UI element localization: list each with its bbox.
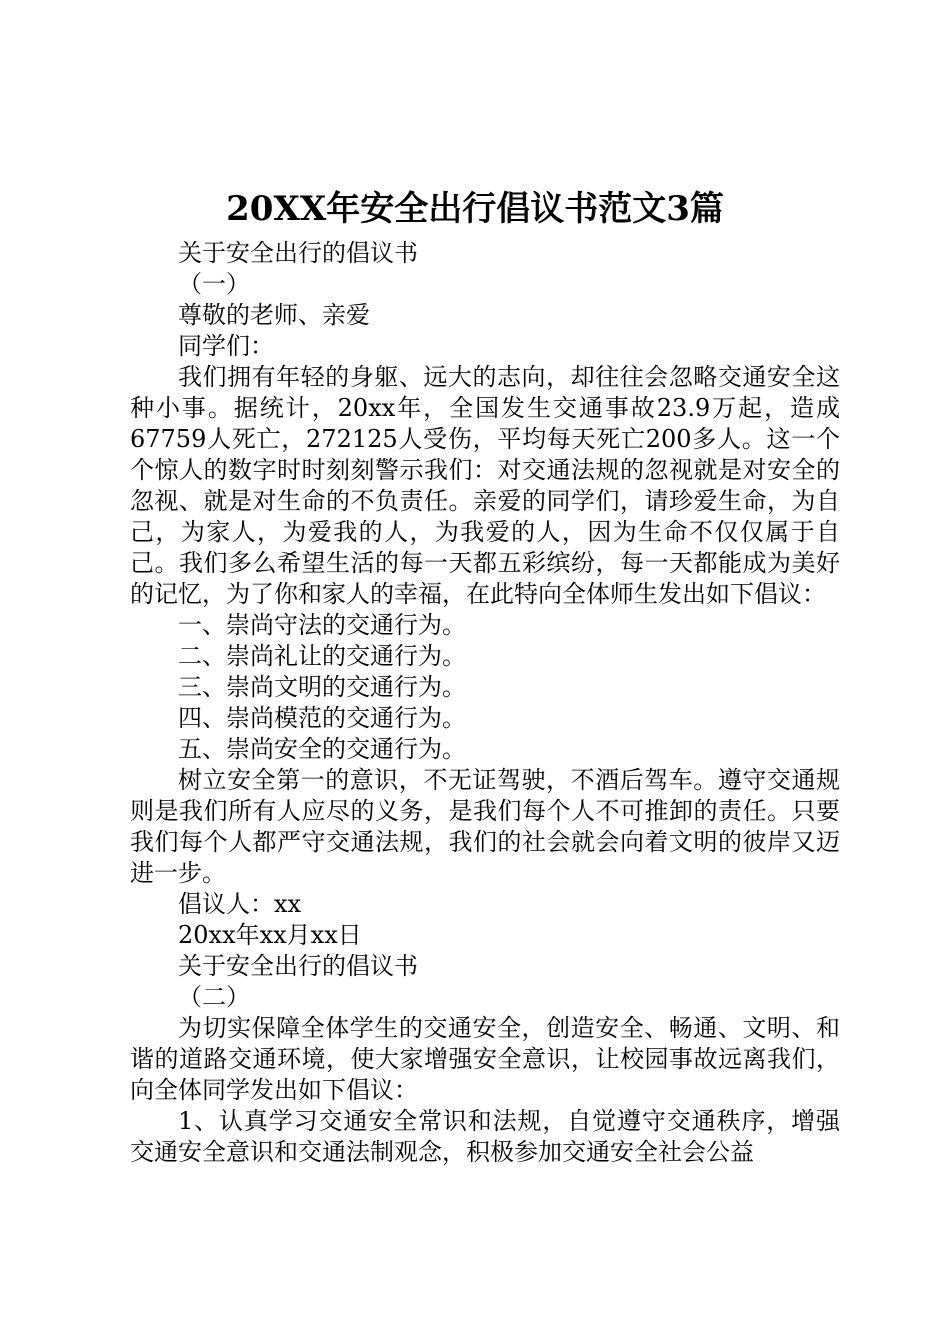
section1-number: （一） [178, 270, 250, 298]
section2-paragraph-2: 1、认真学习交通安全常识和法规，自觉遵守交通秩序，增强交通安全意识和交通法制观念，积极参加交通安全社会公益 [130, 1107, 840, 1166]
section1-paragraph-1: 我们拥有年轻的身躯、远大的志向，却往往会忽略交通安全这种小事。据统计，20xx年，全国发生交通事故23.9万起，造成67759人死亡，272125人受伤，平均每天死亡200多人。这一个个惊人的数字时时刻刻警示我们：对交通法规的忽视就是对安全的忽视、就是对生命的不负责任。亲爱的同学们，请珍爱生命，为自己，为家人，为爱我的人，为我爱的人，因为生命不仅仅属于自己。我们多么希望生活的每一天都五彩缤纷，每一天都能成为美好的记忆，为了你和家人的幸福，在此特向全体师生发出如下倡议： [130, 363, 840, 608]
list-item: 五、崇尚安全的交通行为。 [178, 735, 466, 763]
list-item: 二、崇尚礼让的交通行为。 [178, 642, 466, 670]
date: 20xx年xx月xx日 [178, 921, 362, 949]
section2-heading: 关于安全出行的倡议书 [178, 952, 418, 980]
list-item: 四、崇尚模范的交通行为。 [178, 704, 466, 732]
list-item: 一、崇尚守法的交通行为。 [178, 611, 466, 639]
section2-number: （二） [178, 983, 250, 1011]
section2-paragraph-1: 为切实保障全体学生的交通安全，创造安全、畅通、文明、和谐的道路交通环境，使大家增强安全意识，让校园事故远离我们，向全体同学发出如下倡议： [130, 1014, 840, 1104]
document-body [130, 238, 840, 1168]
salutation-line-1: 尊敬的老师、亲爱 [178, 301, 370, 329]
section1-paragraph-2: 树立安全第一的意识，不无证驾驶，不酒后驾车。遵守交通规则是我们所有人应尽的义务，是我们每个人不可推卸的责任。只要我们每个人都严守交通法规，我们的社会就会向着文明的彼岸又迈进一步。 [130, 766, 840, 887]
salutation-line-2: 同学们： [178, 332, 274, 360]
section1-heading: 关于安全出行的倡议书 [178, 239, 418, 267]
signature: 倡议人：xx [178, 890, 302, 918]
document-title: 20XX年安全出行倡议书范文3篇 [226, 189, 724, 229]
list-item: 三、崇尚文明的交通行为。 [178, 673, 466, 701]
